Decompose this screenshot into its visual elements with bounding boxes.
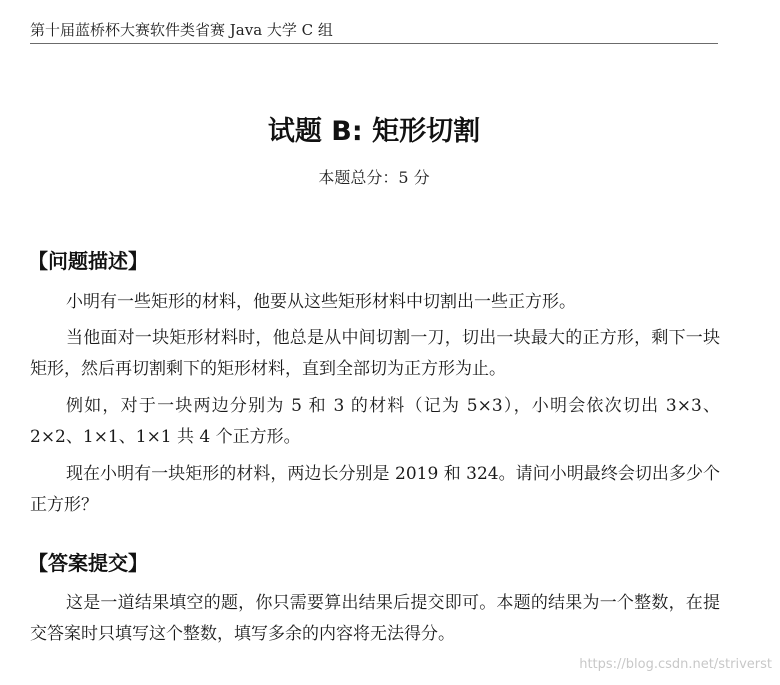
description-paragraph-4: 现在小明有一块矩形的材料，两边长分别是 2019 和 324。请问小明最终会切出多少个正方形？ — [30, 464, 720, 515]
running-header: 第十届蓝桥杯大赛软件类省赛 Java 大学 C 组 — [30, 20, 718, 44]
description-paragraph-2: 当他面对一块矩形材料时，他总是从中间切割一刀，切出一块最大的正方形，剩下一块矩形，然后再切割剩下的矩形材料，直到全部切为正方形为止。 — [30, 328, 720, 379]
submission-paragraph: 这是一道结果填空的题，你只需要算出结果后提交即可。本题的结果为一个整数，在提交答案时只填写这个整数，填写多余的内容将无法得分。 — [30, 593, 720, 644]
submission-heading: 【答案提交】 — [28, 551, 148, 575]
description-heading: 【问题描述】 — [28, 249, 148, 273]
problem-score: 本题总分：5 分 — [318, 168, 430, 187]
problem-title: 试题 B: 矩形切割 — [267, 116, 481, 147]
description-paragraph-3: 例如，对于一块两边分别为 5 和 3 的材料（记为 5×3），小明会依次切出 3×3、2×2、1×1、1×1 共 4 个正方形。 — [30, 396, 720, 447]
description-paragraph-1: 小明有一些矩形的材料，他要从这些矩形材料中切割出一些正方形。 — [66, 292, 576, 312]
watermark: https://blog.csdn.net/striverst — [579, 657, 772, 672]
